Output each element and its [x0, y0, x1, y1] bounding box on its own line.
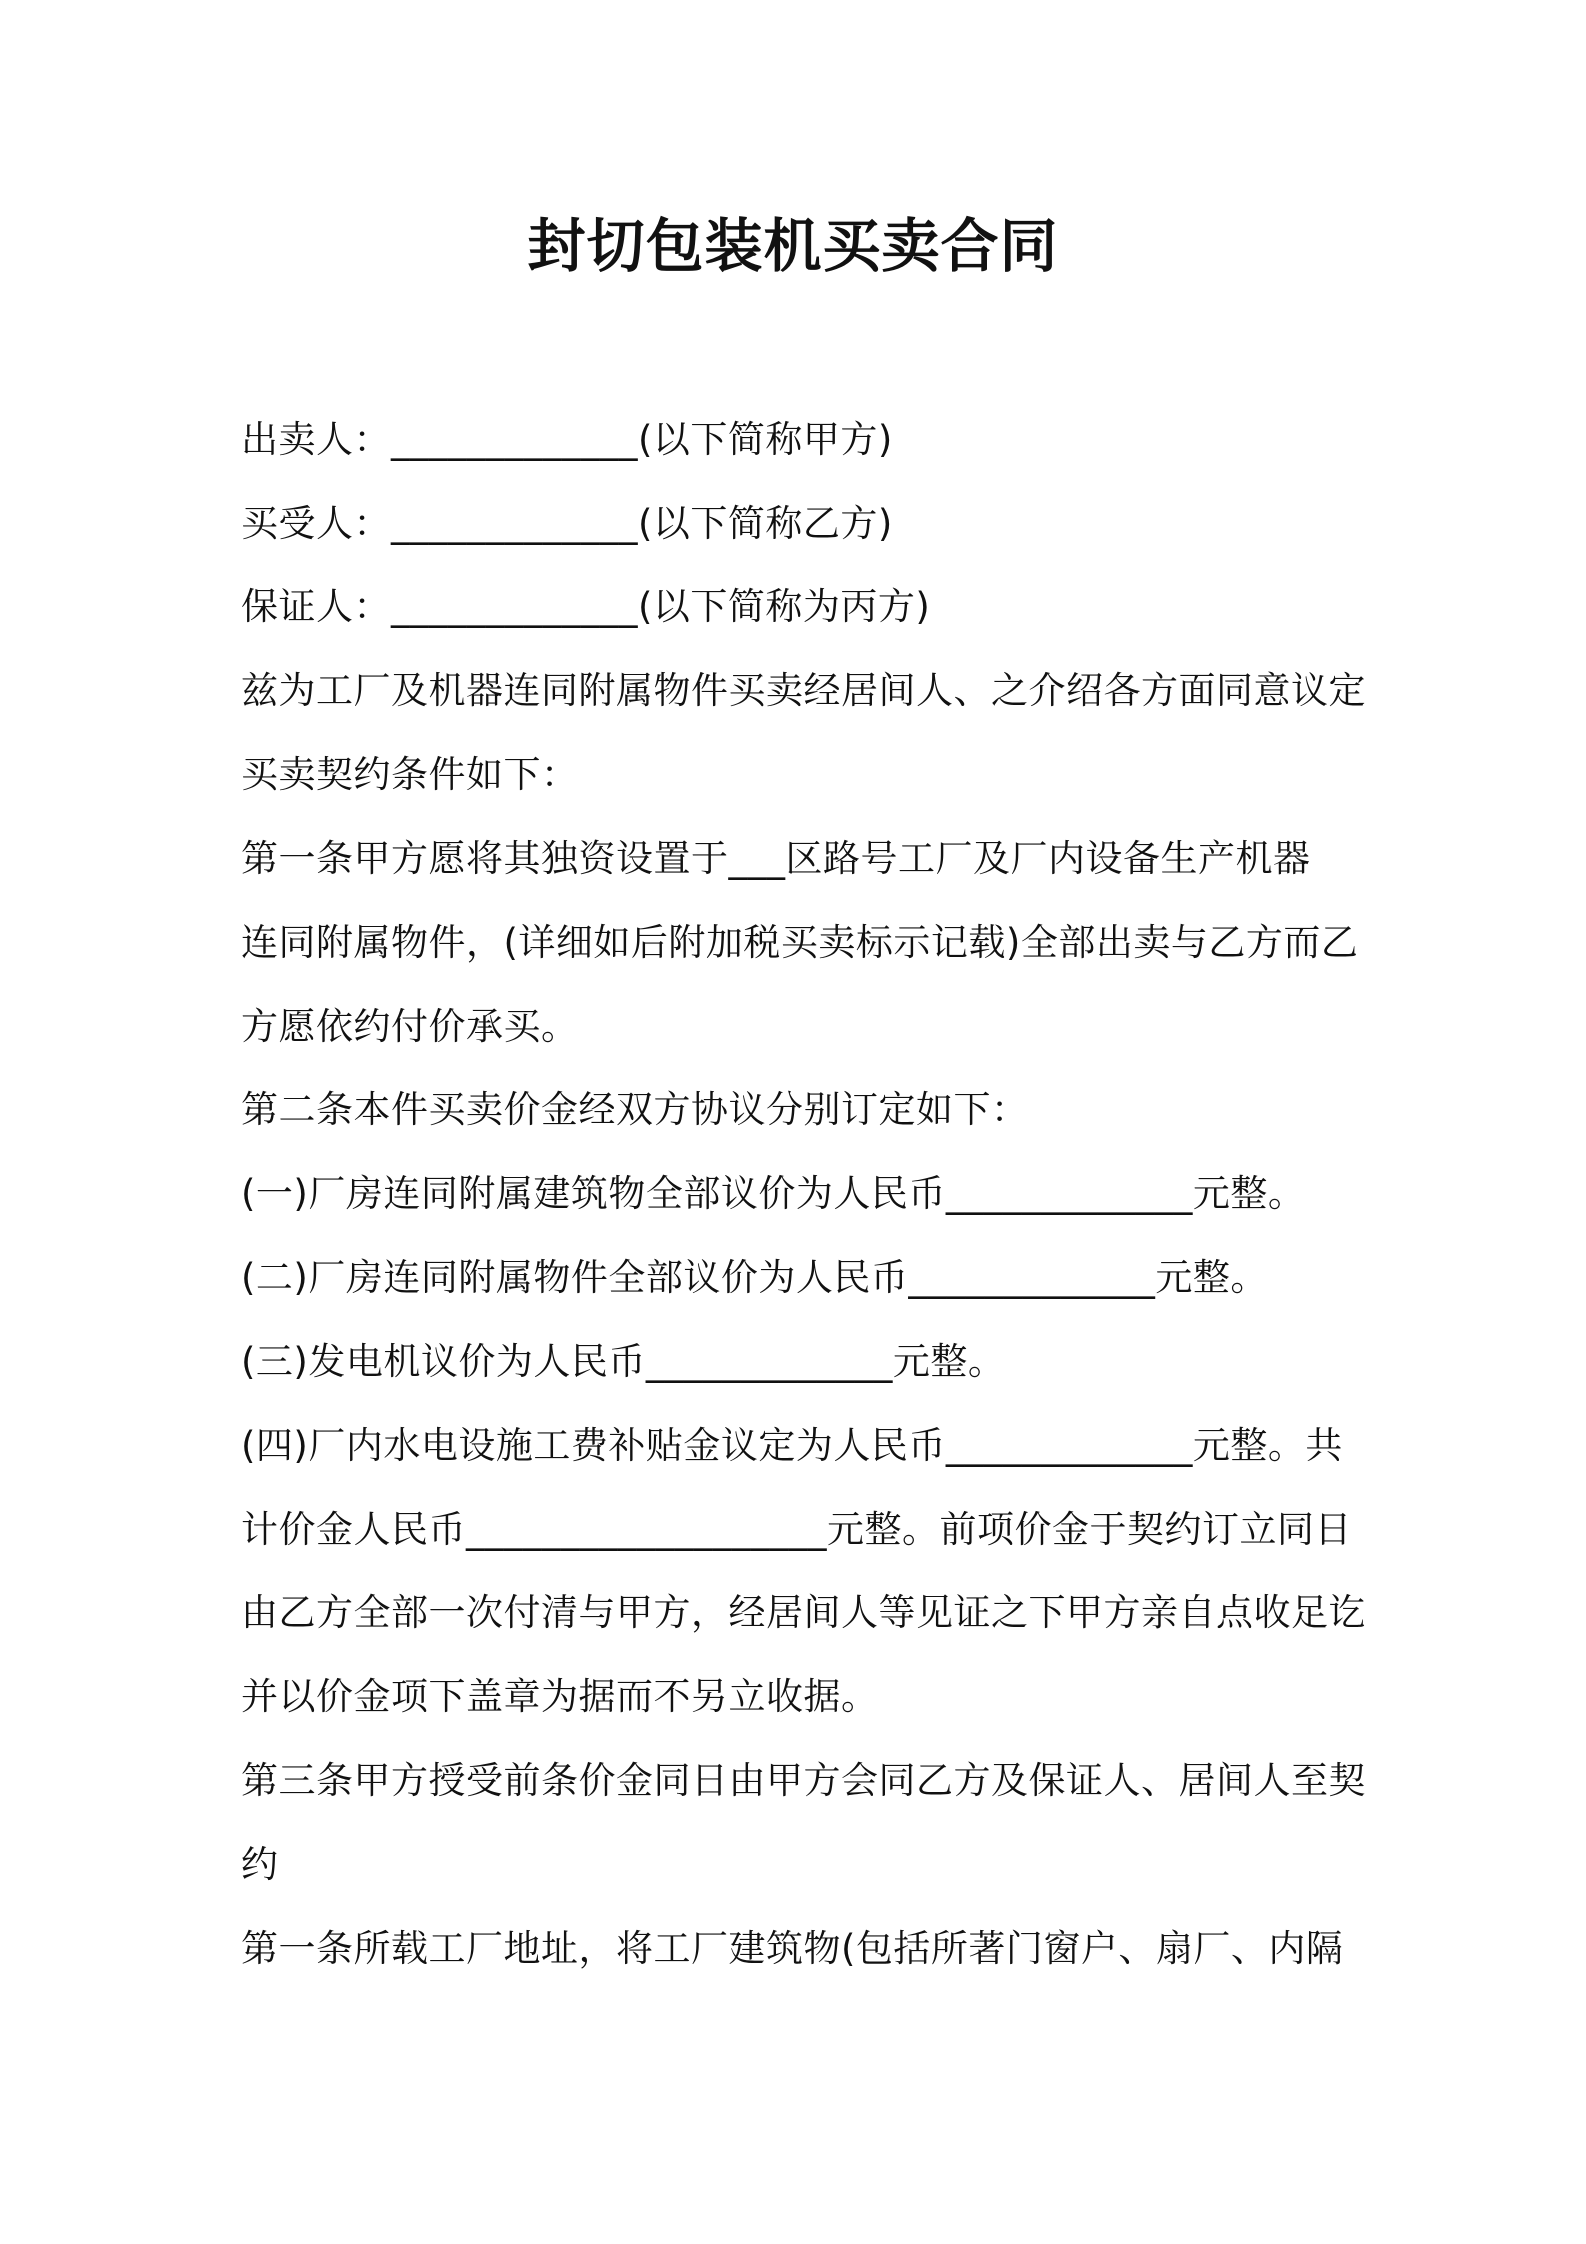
paragraph-line: 约 [241, 1843, 279, 1886]
paragraph-line: 买卖契约条件如下： [241, 753, 579, 796]
price-item-3-line: (三)发电机议价为人民币_____________元整。 [241, 1340, 1006, 1383]
seller-line: 出卖人：_____________(以下简称甲方) [241, 418, 893, 461]
price-item-1-line: (一)厂房连同附属建筑物全部议价为人民币_____________元整。 [241, 1172, 1306, 1215]
paragraph-line: 兹为工厂及机器连同附属物件买卖经居间人、之介绍各方面同意议定 [241, 669, 1366, 712]
document-title: 封切包装机买卖合同 [527, 212, 1059, 280]
paragraph-line: 计价金人民币___________________元整。前项价金于契约订立同日 [241, 1508, 1352, 1551]
buyer-line: 买受人：_____________(以下简称乙方) [241, 502, 893, 545]
paragraph-line: 由乙方全部一次付清与甲方，经居间人等见证之下甲方亲自点收足讫 [241, 1591, 1366, 1634]
price-item-4-line: (四)厂内水电设施工费补贴金议定为人民币_____________元整。共 [241, 1424, 1343, 1467]
paragraph-line: 连同附属物件，(详细如后附加税买卖标示记载)全部出卖与乙方而乙 [241, 921, 1359, 964]
article-1-line: 第一条甲方愿将其独资设置于___区路号工厂及厂内设备生产机器 [241, 837, 1311, 880]
paragraph-line: 并以价金项下盖章为据而不另立收据。 [241, 1675, 879, 1718]
price-item-2-line: (二)厂房连同附属物件全部议价为人民币_____________元整。 [241, 1256, 1268, 1299]
article-3-line: 第三条甲方授受前条价金同日由甲方会同乙方及保证人、居间人至契 [241, 1759, 1366, 1802]
article-1-repeat-line: 第一条所载工厂地址，将工厂建筑物(包括所著门窗户、扇厂、内隔 [241, 1927, 1344, 1970]
guarantor-line: 保证人：_____________(以下简称为丙方) [241, 585, 931, 628]
paragraph-line: 方愿依约付价承买。 [241, 1005, 579, 1048]
article-2-line: 第二条本件买卖价金经双方协议分别订定如下： [241, 1088, 1029, 1131]
